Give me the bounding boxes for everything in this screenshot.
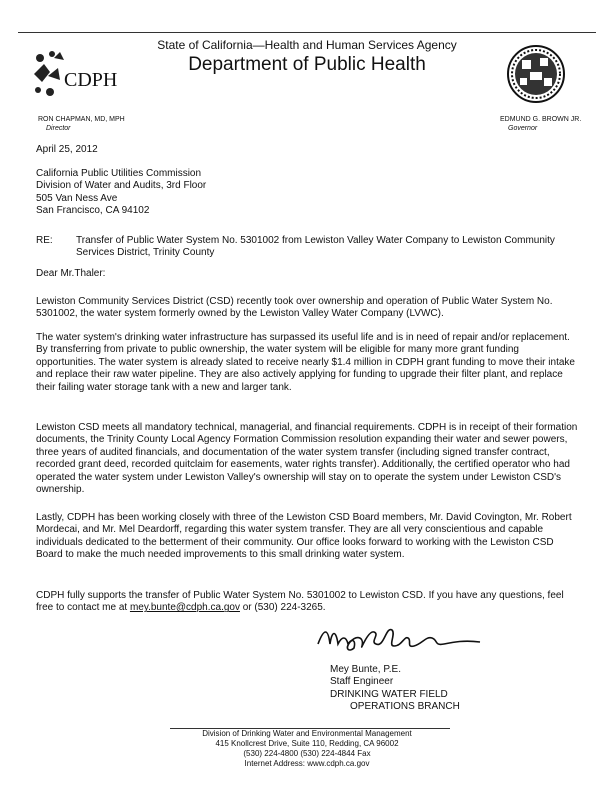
footer-phone: (530) 224-4800 (530) 224-4844 Fax: [243, 749, 371, 758]
state-seal: [506, 44, 566, 104]
logo-lettering: CDPH: [64, 69, 118, 91]
footer-division: Division of Drinking Water and Environmental Management: [202, 729, 412, 738]
header-top-rule: [18, 32, 596, 33]
director-title: Director: [46, 125, 71, 132]
re-text: Transfer of Public Water System No. 5301002 from Lewiston Valley Water Company to Lewiston Community Services District, Trinity County: [76, 235, 555, 259]
recipient-address: [36, 168, 578, 218]
paragraph-text: Lewiston CSD meets all mandatory technical, managerial, and financial requirements. CDPH is in receipt of their formation documents, the Trinity County Local Agency Formation Commission resolution expanding their water and sewer powers, three years of audited financials, and documentation of the water system transfer (including signed transfer contract, recorded grant deed, recorded quitclaim for easements, water rights transfer). Additionally, the certified operator who had operated the water system under Lewiston Valley's ownership will stay on to operate the system under Lewiston CSD's ownership.: [36, 422, 578, 496]
closing-phone: or (530) 224-3265.: [239, 602, 326, 614]
handwritten-signature: [314, 622, 484, 661]
signer-title: Staff Engineer: [330, 676, 394, 688]
footer-address: [0, 729, 614, 769]
recipient-line: 505 Van Ness Ave: [36, 192, 118, 204]
department-title: Department of Public Health: [188, 54, 426, 75]
paragraph-text: Lewiston Community Services District (CSD) recently took over ownership and operation of Public Water System No. 5301002, the water system formerly owned by the Lewiston Valley Water Company (LVWC).: [36, 296, 553, 320]
paragraph-text: [36, 590, 578, 615]
recipient-line: San Francisco, CA 94102: [36, 205, 150, 217]
recipient-line: California Public Utilities Commission: [36, 168, 202, 179]
signer-unit-continued: OPERATIONS BRANCH: [350, 701, 460, 713]
paragraph-text: Lastly, CDPH has been working closely with three of the Lewiston CSD Board members, Mr. David Covington, Mr. Robert Mordecai, and Mr. Mel Deardorff, regarding this water system transfer. They are all very conscientious and capable individuals dedicated to the betterment of their community. Our office looks forward to working with the Lewiston CSD Board to make the much needed improvements to this small drinking water system.: [36, 512, 572, 561]
director-block: [38, 115, 125, 133]
signer-unit: DRINKING WATER FIELD: [330, 688, 448, 700]
governor-name: EDMUND G. BROWN JR.: [500, 116, 582, 123]
signer-name: Mey Bunte, P.E.: [330, 664, 401, 675]
closing-text: CDPH fully supports the transfer of Public Water System No. 5301002 to Lewiston CSD. If you have any questions, feel free to contact me at: [36, 590, 564, 614]
letter-date: April 25, 2012: [36, 144, 98, 155]
agency-name: State of California—Health and Human Services Agency: [157, 38, 457, 52]
re-label: RE:: [36, 235, 53, 246]
recipient-line: Division of Water and Audits, 3rd Floor: [36, 180, 207, 192]
paragraph-text: The water system's drinking water infrastructure has surpassed its useful life and is in need of repair and/or replacement. By transferring from private to public ownership, the water system will be eligible for many more grant funding opportunities. The water system is already slated to receive nearly $1.4 million in CDPH grant funding to move their intake and replace their raw water pipeline. They are also actively applying for funding to upgrade their filter plant, and replace their failing water storage tank with a new and larger tank.: [36, 332, 575, 393]
footer-website[interactable]: Internet Address: www.cdph.ca.gov: [244, 759, 370, 768]
footer-street: 415 Knollcrest Drive, Suite 110, Redding, CA 96002: [215, 739, 399, 748]
email-link[interactable]: mey.bunte@cdph.ca.gov: [129, 602, 240, 614]
body-paragraph-5: [36, 590, 578, 615]
governor-title: Governor: [508, 125, 538, 132]
cdph-logo: [30, 46, 126, 106]
signature-block: [330, 664, 460, 714]
body-paragraph-4: [36, 512, 578, 562]
salutation: Dear Mr.Thaler:: [36, 268, 106, 279]
body-paragraph-2: [36, 332, 578, 394]
director-name: RON CHAPMAN, MD, MPH: [38, 116, 125, 123]
governor-block: [500, 115, 581, 133]
body-paragraph-1: [36, 296, 578, 321]
body-paragraph-3: [36, 422, 578, 496]
